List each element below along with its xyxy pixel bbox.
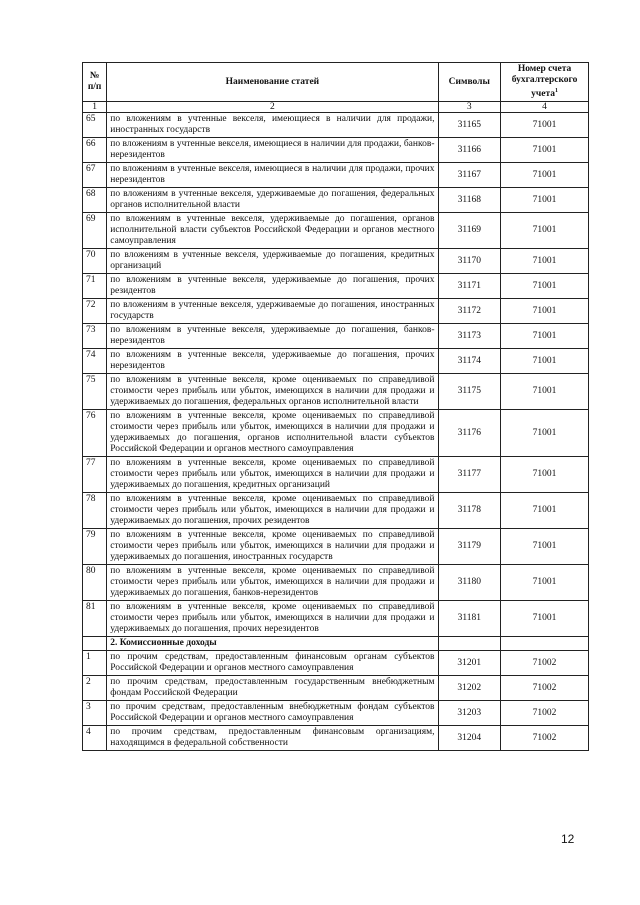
- row-name: по прочим средствам, предоставленным государственным внебюджетным фондам Российской Федерации: [107, 676, 438, 701]
- table-row: [83, 374, 589, 410]
- row-number: 2: [83, 676, 107, 701]
- row-account: 71001: [501, 213, 589, 249]
- column-index: 2: [107, 102, 438, 113]
- table-row: [83, 457, 589, 493]
- row-account: 71002: [501, 676, 589, 701]
- row-symbol: 31175: [438, 374, 501, 410]
- row-symbol: 31165: [438, 113, 501, 138]
- row-account: 71002: [501, 701, 589, 726]
- row-symbol: 31180: [438, 565, 501, 601]
- row-name: по вложениям в учтенные векселя, имеющиеся в наличии для продажи, иностранных государств: [107, 113, 438, 138]
- row-account: 71001: [501, 299, 589, 324]
- row-number: 70: [83, 249, 107, 274]
- table-row: [83, 138, 589, 163]
- row-account: 71001: [501, 410, 589, 457]
- column-index: 1: [83, 102, 107, 113]
- row-account: 71001: [501, 274, 589, 299]
- row-account: 71001: [501, 601, 589, 637]
- row-symbol: 31177: [438, 457, 501, 493]
- row-number: 73: [83, 324, 107, 349]
- row-name: по вложениям в учтенные векселя, кроме оцениваемых по справедливой стоимости через прибыль или убыток, имеющихся в наличии для продажи и удерживаемых до погашения, органов исполнительной власти субъектов Российской Федерации и органов местного самоуправления: [107, 410, 438, 457]
- row-number: 80: [83, 565, 107, 601]
- row-name: по вложениям в учтенные векселя, имеющиеся в наличии для продажи, банков-нерезидентов: [107, 138, 438, 163]
- column-index: 4: [501, 102, 589, 113]
- section-title-row: [83, 637, 589, 651]
- section-title: 2. Комиссионные доходы: [107, 637, 438, 651]
- row-symbol: 31202: [438, 676, 501, 701]
- table-row: [83, 565, 589, 601]
- row-name: по вложениям в учтенные векселя, кроме оцениваемых по справедливой стоимости через прибыль или убыток, имеющихся в наличии для продажи и удерживаемых до погашения, банков-нерезидентов: [107, 565, 438, 601]
- row-name: по вложениям в учтенные векселя, удерживаемые до погашения, кредитных организаций: [107, 249, 438, 274]
- row-name: по вложениям в учтенные векселя, имеющиеся в наличии для продажи, прочих нерезидентов: [107, 163, 438, 188]
- row-number: 75: [83, 374, 107, 410]
- row-account: 71001: [501, 324, 589, 349]
- row-number: 76: [83, 410, 107, 457]
- row-number: 1: [83, 651, 107, 676]
- row-account: 71001: [501, 138, 589, 163]
- header-number: № п/п: [83, 63, 107, 102]
- table-row: [83, 249, 589, 274]
- table-header-row: [83, 63, 589, 102]
- table-row: [83, 529, 589, 565]
- row-name: по вложениям в учтенные векселя, удерживаемые до погашения, федеральных органов исполнительной власти: [107, 188, 438, 213]
- header-account-label: Номер счета бухгалтерского учета: [511, 64, 578, 100]
- table-row: [83, 349, 589, 374]
- row-symbol: 31167: [438, 163, 501, 188]
- row-name: по прочим средствам, предоставленным финансовым организациям, находящимся в федеральной собственности: [107, 726, 438, 751]
- row-symbol: 31176: [438, 410, 501, 457]
- row-account: 71001: [501, 457, 589, 493]
- row-symbol: 31171: [438, 274, 501, 299]
- table-row: [83, 274, 589, 299]
- page-number: 12: [561, 832, 575, 846]
- row-number: 79: [83, 529, 107, 565]
- row-name: по вложениям в учтенные векселя, кроме оцениваемых по справедливой стоимости через прибыль или убыток, имеющихся в наличии для продажи и удерживаемых до погашения, иностранных государств: [107, 529, 438, 565]
- row-number: 74: [83, 349, 107, 374]
- row-symbol: 31169: [438, 213, 501, 249]
- row-account: 71001: [501, 374, 589, 410]
- row-name: по вложениям в учтенные векселя, удерживаемые до погашения, иностранных государств: [107, 299, 438, 324]
- row-symbol: 31174: [438, 349, 501, 374]
- column-index-row: [83, 102, 589, 113]
- row-symbol: 31168: [438, 188, 501, 213]
- header-account: [501, 63, 589, 102]
- table-row: [83, 188, 589, 213]
- row-symbol: 31170: [438, 249, 501, 274]
- row-name: по вложениям в учтенные векселя, кроме оцениваемых по справедливой стоимости через прибыль или убыток, имеющихся в наличии для продажи и удерживаемых до погашения, федеральных органов исполнительной власти: [107, 374, 438, 410]
- header-account-footnote: 1: [554, 88, 558, 94]
- row-number: 71: [83, 274, 107, 299]
- header-symbols: Символы: [438, 63, 501, 102]
- row-account: 71001: [501, 565, 589, 601]
- row-account: 71001: [501, 188, 589, 213]
- row-symbol: 31173: [438, 324, 501, 349]
- table-row: [83, 493, 589, 529]
- table-row: [83, 410, 589, 457]
- document-page: [82, 62, 589, 751]
- row-symbol: 31181: [438, 601, 501, 637]
- row-number: 69: [83, 213, 107, 249]
- row-name: по вложениям в учтенные векселя, удерживаемые до погашения, прочих резидентов: [107, 274, 438, 299]
- table-row: [83, 676, 589, 701]
- header-name: Наименование статей: [107, 63, 438, 102]
- table-row: [83, 113, 589, 138]
- table-row: [83, 324, 589, 349]
- column-index: 3: [438, 102, 501, 113]
- row-symbol: 31172: [438, 299, 501, 324]
- row-number: 67: [83, 163, 107, 188]
- row-account: 71002: [501, 651, 589, 676]
- row-name: по вложениям в учтенные векселя, кроме оцениваемых по справедливой стоимости через прибыль или убыток, имеющихся в наличии для продажи и удерживаемых до погашения, прочих нерезидентов: [107, 601, 438, 637]
- row-account: 71002: [501, 726, 589, 751]
- row-number: 72: [83, 299, 107, 324]
- table-body: [83, 113, 589, 637]
- row-name: по прочим средствам, предоставленным внебюджетным фондам субъектов Российской Федерации и органов местного самоуправления: [107, 701, 438, 726]
- row-name: по вложениям в учтенные векселя, кроме оцениваемых по справедливой стоимости через прибыль или убыток, имеющихся в наличии для продажи и удерживаемых до погашения, кредитных организаций: [107, 457, 438, 493]
- row-number: 68: [83, 188, 107, 213]
- table-row: [83, 163, 589, 188]
- row-symbol: 31201: [438, 651, 501, 676]
- row-symbol: 31166: [438, 138, 501, 163]
- row-name: по вложениям в учтенные векселя, удерживаемые до погашения, прочих нерезидентов: [107, 349, 438, 374]
- row-name: по прочим средствам, предоставленным финансовым органам субъектов Российской Федерации и органов местного самоуправления: [107, 651, 438, 676]
- row-number: 66: [83, 138, 107, 163]
- row-name: по вложениям в учтенные векселя, кроме оцениваемых по справедливой стоимости через прибыль или убыток, имеющихся в наличии для продажи и удерживаемых до погашения, прочих резидентов: [107, 493, 438, 529]
- row-symbol: 31203: [438, 701, 501, 726]
- row-number: 65: [83, 113, 107, 138]
- table-row: [83, 601, 589, 637]
- table-row: [83, 299, 589, 324]
- row-symbol: 31204: [438, 726, 501, 751]
- row-number: 4: [83, 726, 107, 751]
- row-account: 71001: [501, 113, 589, 138]
- row-symbol: 31178: [438, 493, 501, 529]
- row-number: 77: [83, 457, 107, 493]
- row-account: 71001: [501, 529, 589, 565]
- row-account: 71001: [501, 493, 589, 529]
- row-name: по вложениям в учтенные векселя, удерживаемые до погашения, банков-нерезидентов: [107, 324, 438, 349]
- row-number: 3: [83, 701, 107, 726]
- table-row: [83, 701, 589, 726]
- accounts-table: [82, 62, 589, 751]
- row-account: 71001: [501, 349, 589, 374]
- row-account: 71001: [501, 163, 589, 188]
- table-row: [83, 726, 589, 751]
- row-number: 78: [83, 493, 107, 529]
- row-number: 81: [83, 601, 107, 637]
- row-account: 71001: [501, 249, 589, 274]
- row-name: по вложениям в учтенные векселя, удерживаемые до погашения, органов исполнительной власти субъектов Российской Федерации и органов местного самоуправления: [107, 213, 438, 249]
- section-2-body: [83, 637, 589, 751]
- table-row: [83, 213, 589, 249]
- table-row: [83, 651, 589, 676]
- row-symbol: 31179: [438, 529, 501, 565]
